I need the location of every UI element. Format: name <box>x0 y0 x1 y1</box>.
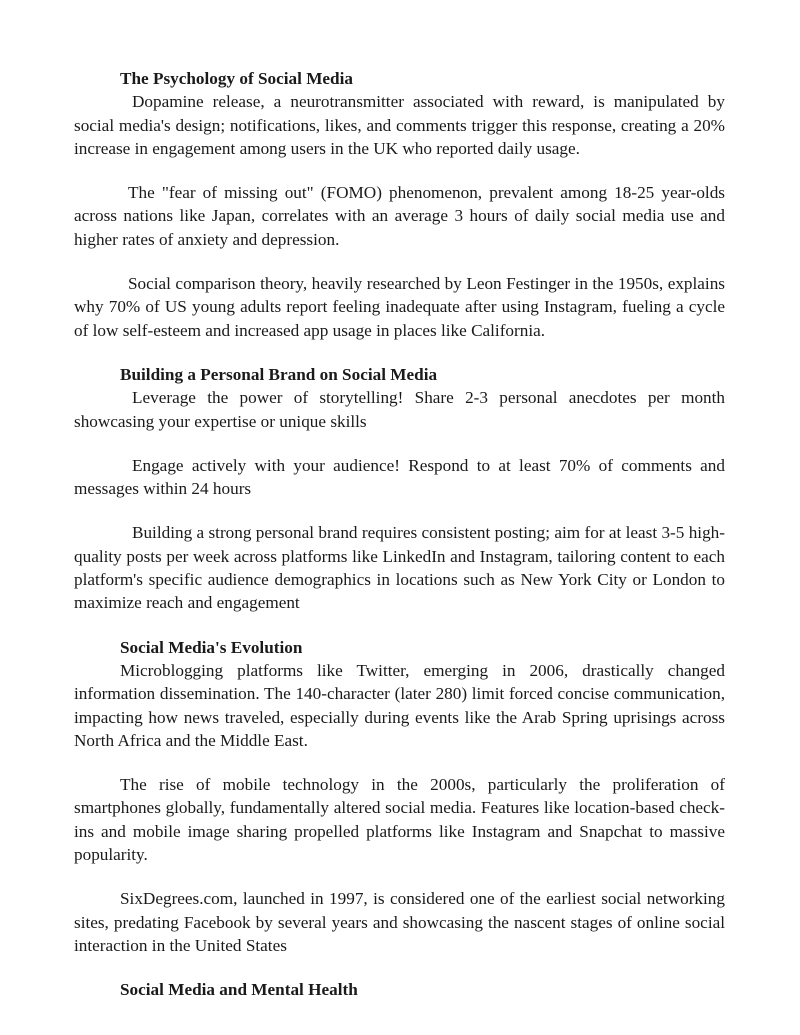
paragraph: Leverage the power of storytelling! Share 2-3 personal anecdotes per month showcasing your expertise or unique skills <box>74 388 725 431</box>
section-heading: Social Media's Evolution <box>120 637 303 657</box>
section-personal-brand <box>74 363 725 615</box>
paragraph: Social comparison theory, heavily researched by Leon Festinger in the 1950s, explains why 70% of US young adults report feeling inadequate after using Instagram, fueling a cycle of low self-esteem and increased app usage in places like California. <box>74 274 725 340</box>
section-mental-health <box>74 978 725 1001</box>
paragraph: Microblogging platforms like Twitter, emerging in 2006, drastically changed information dissemination. The 140-character (later 280) limit forced concise communication, impacting how news traveled, especially during events like the Arab Spring uprisings across North Africa and the Middle East. <box>74 660 725 750</box>
paragraph: Engage actively with your audience! Respond to at least 70% of comments and messages within 24 hours <box>74 455 725 499</box>
section-psychology <box>74 67 725 342</box>
paragraph: Dopamine release, a neurotransmitter associated with reward, is manipulated by social media's design; notifications, likes, and comments trigger this response, creating a 20% increase in engagement among users in the UK who reported daily usage. <box>74 92 725 158</box>
paragraph: SixDegrees.com, launched in 1997, is considered one of the earliest social networking sites, predating Facebook by several years and showcasing the nascent stages of online social interaction in the United States <box>74 889 725 955</box>
section-evolution <box>74 636 725 958</box>
document-page <box>74 67 725 1023</box>
section-heading: Social Media and Mental Health <box>120 980 358 1000</box>
paragraph: The rise of mobile technology in the 2000s, particularly the proliferation of smartphones globally, fundamentally altered social media. Features like location-based check-ins and mobile image sharing propelled platforms like Instagram and Snapchat to massive popularity. <box>74 775 725 865</box>
section-heading: Building a Personal Brand on Social Media <box>120 364 438 384</box>
paragraph: The "fear of missing out" (FOMO) phenomenon, prevalent among 18-25 year-olds across nations like Japan, correlates with an average 3 hours of daily social media use and higher rates of anxiety and depression. <box>74 183 725 249</box>
paragraph: Building a strong personal brand requires consistent posting; aim for at least 3-5 high-quality posts per week across platforms like LinkedIn and Instagram, tailoring content to each platform's specific audience demographics in locations such as New York City or London to maximize reach and engagement <box>74 523 725 613</box>
section-heading: The Psychology of Social Media <box>120 69 353 88</box>
